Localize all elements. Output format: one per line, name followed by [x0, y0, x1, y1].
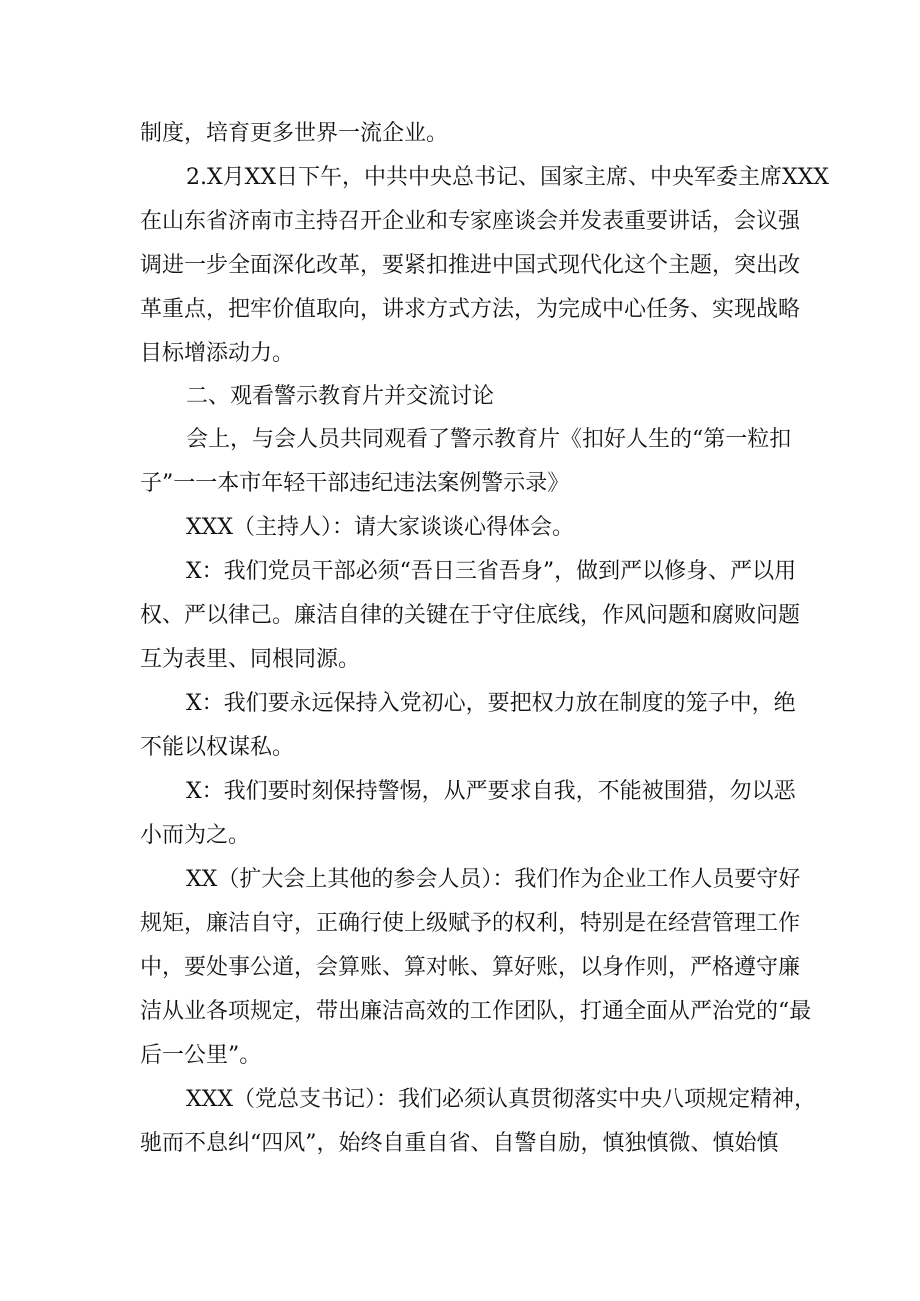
- text-line: 中，要处事公道，会算账、算对帐、算好账，以身作则，严格遵守廉: [140, 955, 801, 980]
- text-line: 目标增添动力。: [140, 341, 295, 366]
- text-line: 后一公里”。: [140, 1043, 262, 1068]
- text-line: 调进一步全面深化改革，要紧扣推进中国式现代化这个主题，突出改: [140, 253, 801, 278]
- speaker-line: X：我们要永远保持入党初心，要把权力放在制度的笼子中，绝: [186, 691, 796, 716]
- speaker-line: X：我们党员干部必须“吾日三省吾身”，做到严以修身、严以用: [186, 559, 797, 584]
- speaker-line: X：我们要时刻保持警惕，从严要求自我，不能被围猎，勿以恶: [186, 779, 796, 804]
- speaker-line: XXX（党总支书记）：我们必须认真贯彻落实中央八项规定精神，: [186, 1087, 816, 1112]
- text-line: 洁从业各项规定，带出廉洁高效的工作团队，打通全面从严治党的“最: [140, 999, 812, 1024]
- text-line: 在山东省济南市主持召开企业和专家座谈会并发表重要讲话，会议强: [140, 209, 801, 234]
- text-line: 规矩，廉洁自守，正确行使上级赋予的权利，特别是在经营管理工作: [140, 911, 801, 936]
- section-heading: 二、观看警示教育片并交流讨论: [186, 384, 495, 409]
- speaker-line: XXX（主持人）：请大家谈谈心得体会。: [186, 515, 574, 540]
- text-line: 子”一一本市年轻干部违纪违法案例警示录》: [140, 471, 570, 496]
- paragraph-start-line: 会上，与会人员共同观看了警示教育片《扣好人生的“第一粒扣: [186, 427, 792, 452]
- text-line: 革重点，把牢价值取向，讲求方式方法，为完成中心任务、实现战略: [140, 297, 801, 322]
- text-line: 驰而不息纠“四风”，始终自重自省、自警自励，慎独慎微、慎始慎: [140, 1131, 779, 1156]
- speaker-line: XX（扩大会上其他的参会人员）：我们作为企业工作人员要守好: [186, 867, 801, 892]
- paragraph-start-line: 2.X月XX日下午，中共中央总书记、国家主席、中央军委主席XXX: [186, 165, 829, 190]
- text-line: 小而为之。: [140, 823, 251, 848]
- text-line: 互为表里、同根同源。: [140, 647, 361, 672]
- text-line: 权、严以律己。廉洁自律的关键在于守住底线，作风问题和腐败问题: [140, 603, 801, 628]
- text-line: 不能以权谋私。: [140, 735, 295, 760]
- text-line: 制度，培育更多世界一流企业。: [140, 121, 449, 146]
